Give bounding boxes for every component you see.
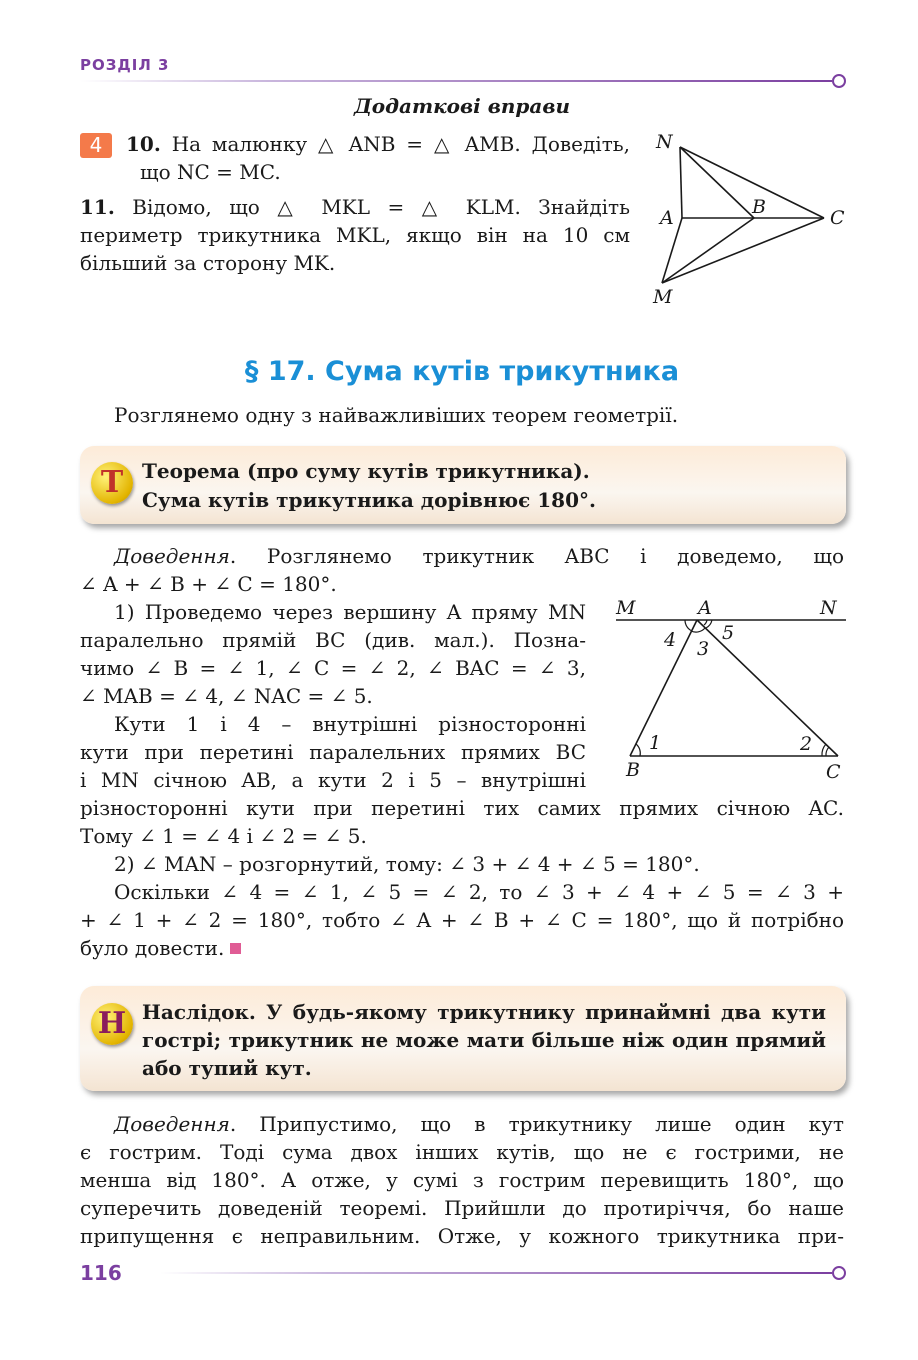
exercise-11-number: 11. [80, 195, 115, 219]
segment-na [680, 147, 682, 218]
footer-rule-end-icon [832, 1266, 846, 1280]
page-number: 116 [80, 1261, 122, 1285]
point-n-label: N [820, 597, 837, 619]
corollary-text [142, 998, 826, 1082]
proof2-label: Доведення [114, 1112, 230, 1136]
point-m-label: M [616, 597, 636, 619]
segment-mb [662, 218, 754, 283]
proof-intro: . Розглянемо трикутник ABC і доведемо, що [229, 544, 844, 568]
proof-paragraph [80, 542, 844, 598]
point-a-label: A [698, 597, 712, 619]
proof-step-3-line1: Оскільки ∠ 4 = ∠ 1, ∠ 5 = ∠ 2, то ∠ 3 + ∠ 4 + ∠ 5 = ∠ 3 + [114, 880, 844, 904]
corollary-line2: гострі; трикутник не може мати більше ніж один прямий [142, 1028, 826, 1052]
exercise-10-number: 10. [126, 132, 161, 156]
angle-2-arc-inner [826, 747, 829, 756]
level-badge: 4 [80, 133, 112, 158]
proof-step-1-line4: ∠ MAB = ∠ 4, ∠ NAC = ∠ 5. [80, 684, 373, 708]
proof-step-1-cont [80, 794, 844, 962]
point-c-label: C [826, 761, 841, 783]
proof-step-1-line5: Кути 1 і 4 – внутрішні різносторонні [114, 712, 586, 736]
point-b-label: B [626, 759, 640, 781]
proof2-line5: припущення є неправильним. Отже, у кожного трикутника при- [80, 1224, 844, 1248]
proof-step-1-line2: паралельно прямій BC (див. мал.). Позна- [80, 628, 586, 652]
proof-step-1-line3: чимо ∠ B = ∠ 1, ∠ C = ∠ 2, ∠ BAC = ∠ 3, [80, 656, 586, 680]
theorem-icon: Т [91, 462, 133, 504]
angle-1-label: 1 [649, 732, 662, 754]
exercises-title: Додаткові вправи [353, 94, 570, 118]
proof-step-1-line8: різносторонні кути при перетині тих самих прямих січною AC. [80, 796, 844, 820]
corollary-icon: Н [91, 1003, 133, 1045]
side-ac [697, 620, 838, 756]
point-m-label: M [653, 286, 673, 308]
exercise-10 [126, 130, 630, 158]
proof-label: Доведення [114, 544, 230, 568]
theorem-statement: Сума кутів трикутника дорівнює 180°. [142, 488, 596, 512]
exercise-11-line1: Відомо, що △ MKL = △ KLM. Знайдіть [132, 195, 631, 219]
angle-2-label: 2 [800, 733, 813, 755]
proof-step-1 [80, 598, 586, 794]
proof-step-3-line3: було довести. [80, 936, 225, 960]
angle-3-label: 3 [697, 638, 710, 660]
angle-4-label: 4 [664, 629, 677, 651]
proof2-line1: . Припустимо, що в трикутнику лише один кут [229, 1112, 844, 1136]
angle-5-label: 5 [722, 622, 735, 644]
corollary-label: Наслідок. [142, 1000, 256, 1024]
proof2-paragraph [80, 1110, 844, 1250]
proof-step-2: 2) ∠ MAN – розгорнутий, тому: ∠ 3 + ∠ 4 + ∠ 5 = 180°. [114, 852, 700, 876]
corollary-line1: У будь-якому трикутнику принаймні два кути [255, 1000, 826, 1024]
section-intro: Розглянемо одну з найважливіших теорем геометрії. [114, 403, 679, 427]
point-n-label: N [656, 131, 673, 153]
point-c-label: C [830, 207, 845, 229]
proof-step-1-line1: 1) Проведемо через вершину A пряму MN [114, 600, 586, 624]
point-b-label: B [752, 196, 766, 218]
footer-rule [160, 1272, 832, 1274]
proof-step-1-line6: кути при перетині паралельних прямих BC [80, 740, 586, 764]
proof-step-1-line9: Тому ∠ 1 = ∠ 4 і ∠ 2 = ∠ 5. [80, 824, 367, 848]
end-of-proof-icon [230, 943, 241, 954]
angle-4-arc [685, 620, 692, 631]
point-a-label: A [660, 207, 674, 229]
section-heading: § 17. Сума кутів трикутника [244, 356, 680, 387]
segment-nb [680, 147, 754, 218]
figure-exercise-10 [640, 125, 860, 315]
figure-triangle [600, 594, 860, 794]
proof-step-3-line2: + ∠ 1 + ∠ 2 = 180°, тобто ∠ A + ∠ B + ∠ C = 180°, що й потрібно [80, 908, 844, 932]
header-rule-end-icon [832, 74, 846, 88]
segment-mc [662, 218, 824, 283]
exercise-11 [80, 193, 630, 277]
proof2-line3: менша від 180°. А отже, у сумі з гострим перевищить 180°, що [80, 1168, 844, 1192]
header-rule [80, 80, 832, 82]
exercise-10-text: На малюнку △ ANB = △ AMB. Доведіть, [171, 132, 631, 156]
proof-step-1-line7: і MN січною AB, а кути 2 і 5 – внутрішні [80, 768, 586, 792]
exercise-11-line3: більший за сторону MK. [80, 251, 336, 275]
proof-goal: ∠ A + ∠ B + ∠ C = 180°. [80, 572, 337, 596]
angle-1-arc [636, 744, 640, 756]
exercise-11-line2: периметр трикутника MKL, якщо він на 10 см [80, 223, 630, 247]
theorem-title: Теорема (про суму кутів трикутника). [142, 459, 590, 483]
proof2-line4: суперечить доведеній теоремі. Прийшли до протиріччя, бо наше [80, 1196, 844, 1220]
proof2-line2: є гострим. Тоді сума двох інших кутів, що не є гострими, не [80, 1140, 844, 1164]
exercise-10-line2: що NC = MC. [140, 160, 281, 184]
corollary-line3: або тупий кут. [142, 1056, 312, 1080]
section-label: РОЗДІЛ 3 [80, 56, 170, 74]
